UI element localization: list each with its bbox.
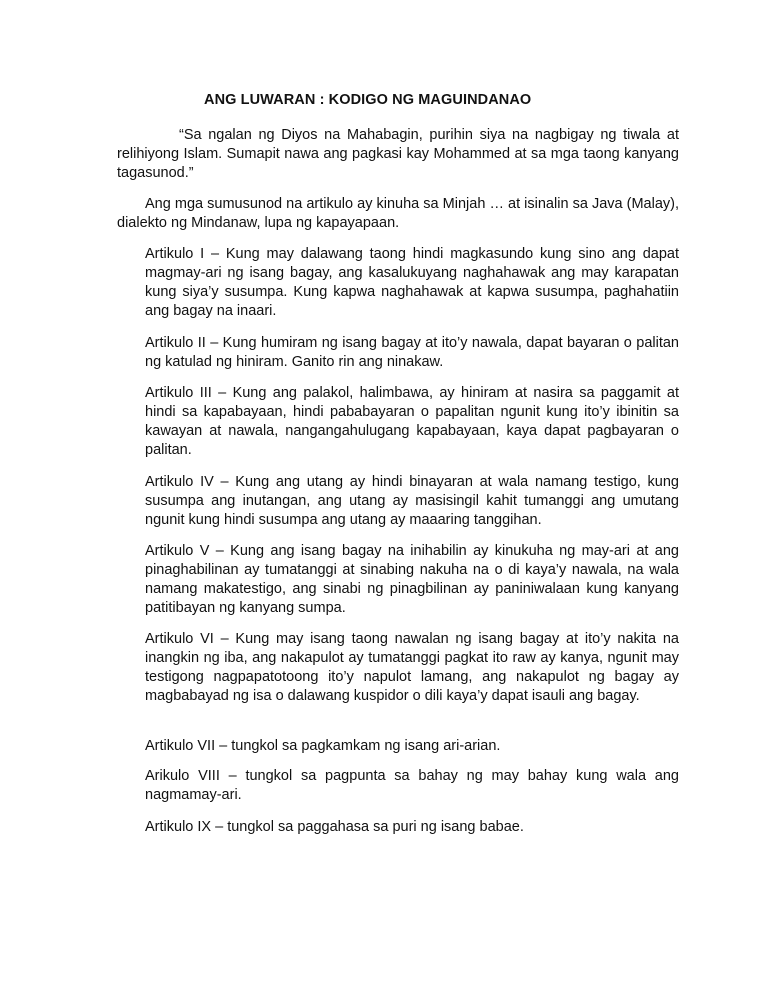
- article-9: Artikulo IX – tungkol sa paggahasa sa puri ng isang babae.: [145, 819, 524, 835]
- article-6: Artikulo VI – Kung may isang taong nawalan ng isang bagay at ito’y nakita na inangkin ng iba, ang nakapulot ay tumatanggi pagkat ito raw ay kanya, ngunit may testigong nagpapatotoong ito’y napulot lamang, ang nakapulot ng bagay ay magbabayad ng isa o dalawang kuspidor o dili kaya’y dapat isauli ang bagay.: [145, 631, 679, 704]
- intro-paragraph: “Sa ngalan ng Diyos na Mahabagin, purihin siya na nagbigay ng tiwala at relihiyong Islam. Sumapit nawa ang pagkasi kay Mohammed at sa mga taong kanyang tagasunod.”: [117, 127, 679, 181]
- article-8: Arikulo VIII – tungkol sa pagpunta sa bahay ng may bahay kung wala ang nagmamay-ari.: [145, 768, 679, 803]
- article-7: Artikulo VII – tungkol sa pagkamkam ng isang ari-arian.: [145, 738, 501, 754]
- article-2: Artikulo II – Kung humiram ng isang bagay at ito’y nawala, dapat bayaran o palitan ng katulad ng hiniram. Ganito rin ang ninakaw.: [145, 335, 679, 370]
- document-title: ANG LUWARAN : KODIGO NG MAGUINDANAO: [204, 92, 532, 108]
- article-3: Artikulo III – Kung ang palakol, halimbawa, ay hiniram at nasira sa paggamit at hindi sa kapabayaan, hindi pababayaran o papalitan ngunit kung ito’y ibinitin sa kawayan at nawala, nangangahulugang kapabayaan, kaya dapat pagbayaran o palitan.: [145, 385, 679, 458]
- article-1: Artikulo I – Kung may dalawang taong hindi magkasundo kung sino ang dapat magmay-ari ng isang bagay, ang kasalukuyang naghahawak ang may karapatan kung siya’y susumpa. Kung kapwa naghahawak at kapwa susumpa, paghahatiin ang bagay na inaari.: [145, 246, 679, 319]
- article-4: Artikulo IV – Kung ang utang ay hindi binayaran at wala namang testigo, kung susumpa ang inutangan, ang utang ay masisingil kahit tumanggi ang umutang ngunit kung hindi susumpa ang utang ay maaaring tanggihan.: [145, 474, 679, 528]
- source-paragraph: Ang mga sumusunod na artikulo ay kinuha sa Minjah … at isinalin sa Java (Malay), dialekto ng Mindanaw, lupa ng kapayapaan.: [117, 196, 679, 231]
- article-5: Artikulo V – Kung ang isang bagay na inihabilin ay kinukuha ng may-ari at ang pinaghabilinan ay tumatanggi at sinabing nakuha na o di kaya’y nawala, na wala namang makatestigo, ang sinabi ng pinagbilinan ay paniniwalaan kung kanyang patitibayan ng kanyang sumpa.: [145, 543, 679, 616]
